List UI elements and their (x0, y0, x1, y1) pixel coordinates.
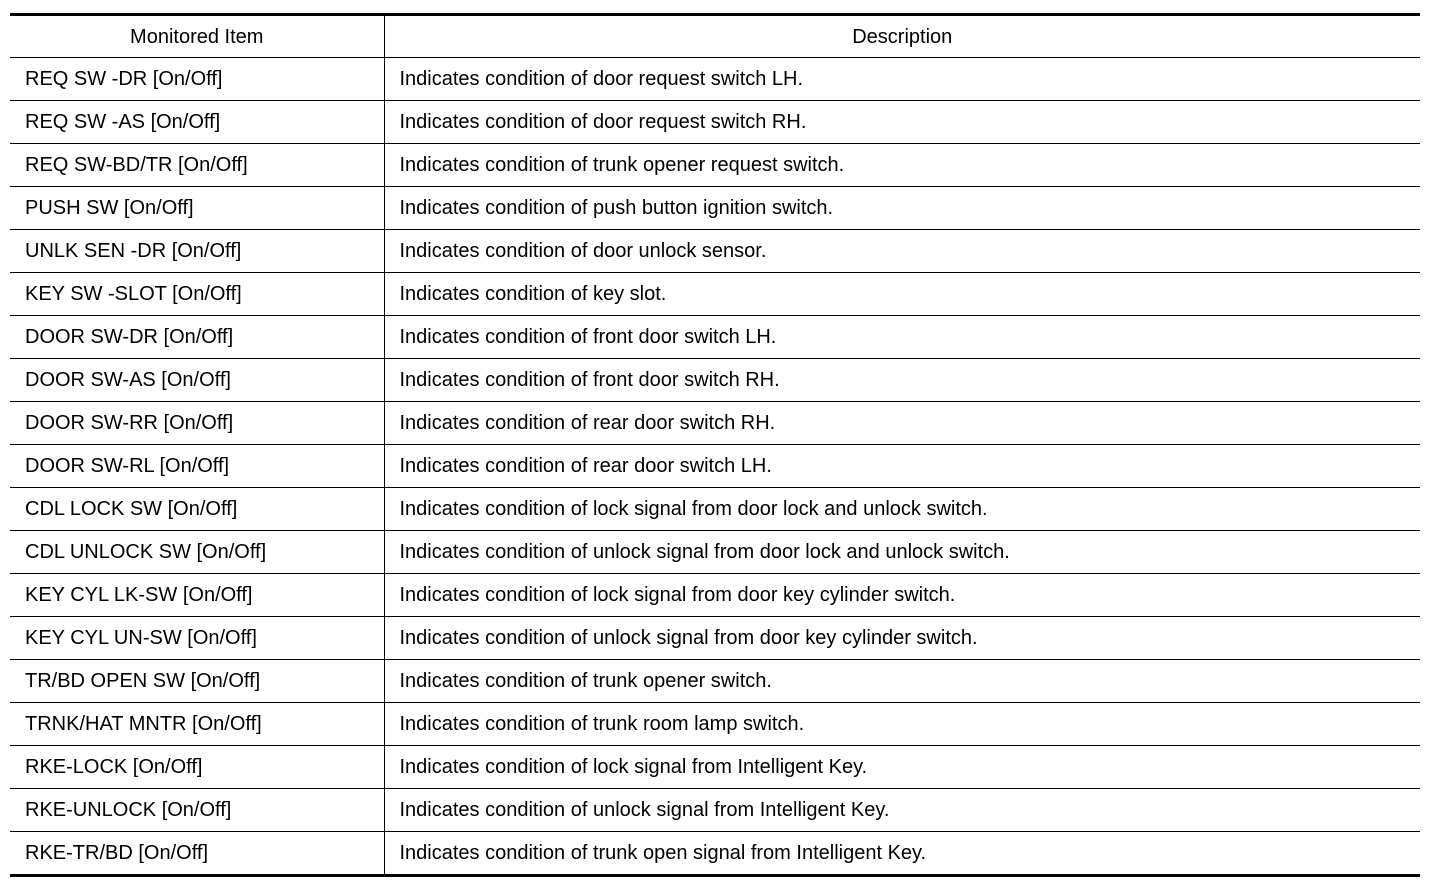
monitored-item-cell: DOOR SW-RR [On/Off] (10, 402, 384, 445)
table-row (10, 402, 1420, 445)
monitored-item-cell: CDL LOCK SW [On/Off] (10, 488, 384, 531)
monitored-item-cell: KEY CYL UN-SW [On/Off] (10, 617, 384, 660)
table-row (10, 230, 1420, 273)
description-cell: Indicates condition of front door switch LH. (384, 316, 1420, 359)
description-cell: Indicates condition of push button ignition switch. (384, 187, 1420, 230)
header-description: Description (384, 15, 1420, 58)
table-row (10, 359, 1420, 402)
description-cell: Indicates condition of front door switch RH. (384, 359, 1420, 402)
monitored-item-cell: REQ SW -DR [On/Off] (10, 58, 384, 101)
table-body (10, 58, 1420, 876)
table-row (10, 187, 1420, 230)
monitored-item-cell: RKE-LOCK [On/Off] (10, 746, 384, 789)
monitored-item-cell: DOOR SW-AS [On/Off] (10, 359, 384, 402)
description-cell: Indicates condition of lock signal from Intelligent Key. (384, 746, 1420, 789)
description-cell: Indicates condition of door unlock sensor. (384, 230, 1420, 273)
monitored-item-cell: TR/BD OPEN SW [On/Off] (10, 660, 384, 703)
monitored-item-cell: PUSH SW [On/Off] (10, 187, 384, 230)
description-cell: Indicates condition of trunk opener switch. (384, 660, 1420, 703)
monitored-item-cell: TRNK/HAT MNTR [On/Off] (10, 703, 384, 746)
description-cell: Indicates condition of rear door switch RH. (384, 402, 1420, 445)
description-cell: Indicates condition of door request switch RH. (384, 101, 1420, 144)
table-header (10, 15, 1420, 58)
description-cell: Indicates condition of lock signal from door key cylinder switch. (384, 574, 1420, 617)
table-row (10, 144, 1420, 187)
table-row (10, 58, 1420, 101)
monitored-item-cell: UNLK SEN -DR [On/Off] (10, 230, 384, 273)
monitored-item-cell: KEY SW -SLOT [On/Off] (10, 273, 384, 316)
table-row (10, 316, 1420, 359)
table-row (10, 832, 1420, 876)
description-cell: Indicates condition of lock signal from door lock and unlock switch. (384, 488, 1420, 531)
monitored-item-cell: DOOR SW-DR [On/Off] (10, 316, 384, 359)
monitored-item-cell: REQ SW-BD/TR [On/Off] (10, 144, 384, 187)
table-header-row (10, 15, 1420, 58)
description-cell: Indicates condition of unlock signal from door key cylinder switch. (384, 617, 1420, 660)
table-row (10, 445, 1420, 488)
monitored-item-cell: CDL UNLOCK SW [On/Off] (10, 531, 384, 574)
description-cell: Indicates condition of unlock signal from door lock and unlock switch. (384, 531, 1420, 574)
description-cell: Indicates condition of trunk open signal from Intelligent Key. (399, 842, 927, 864)
table-row (10, 746, 1420, 789)
table-row (10, 617, 1420, 660)
monitored-item-cell: RKE-TR/BD [On/Off] (10, 832, 384, 876)
description-cell: Indicates condition of trunk room lamp switch. (384, 703, 1420, 746)
table-row (10, 703, 1420, 746)
table-row (10, 660, 1420, 703)
monitored-items-table (10, 13, 1420, 877)
table-row (10, 488, 1420, 531)
table-row (10, 789, 1420, 832)
monitored-item-cell: RKE-UNLOCK [On/Off] (10, 789, 384, 832)
table-row (10, 574, 1420, 617)
monitored-item-cell: REQ SW -AS [On/Off] (10, 101, 384, 144)
table-row (10, 101, 1420, 144)
header-monitored-item: Monitored Item (10, 15, 384, 58)
table-row (10, 273, 1420, 316)
description-cell: Indicates condition of unlock signal from Intelligent Key. (384, 789, 1420, 832)
table-row (10, 531, 1420, 574)
monitored-item-cell: DOOR SW-RL [On/Off] (10, 445, 384, 488)
monitored-item-cell: KEY CYL LK-SW [On/Off] (10, 574, 384, 617)
description-cell: Indicates condition of rear door switch LH. (384, 445, 1420, 488)
description-cell: Indicates condition of key slot. (384, 273, 1420, 316)
description-cell: Indicates condition of door request switch LH. (384, 58, 1420, 101)
description-cell: Indicates condition of trunk opener request switch. (384, 144, 1420, 187)
